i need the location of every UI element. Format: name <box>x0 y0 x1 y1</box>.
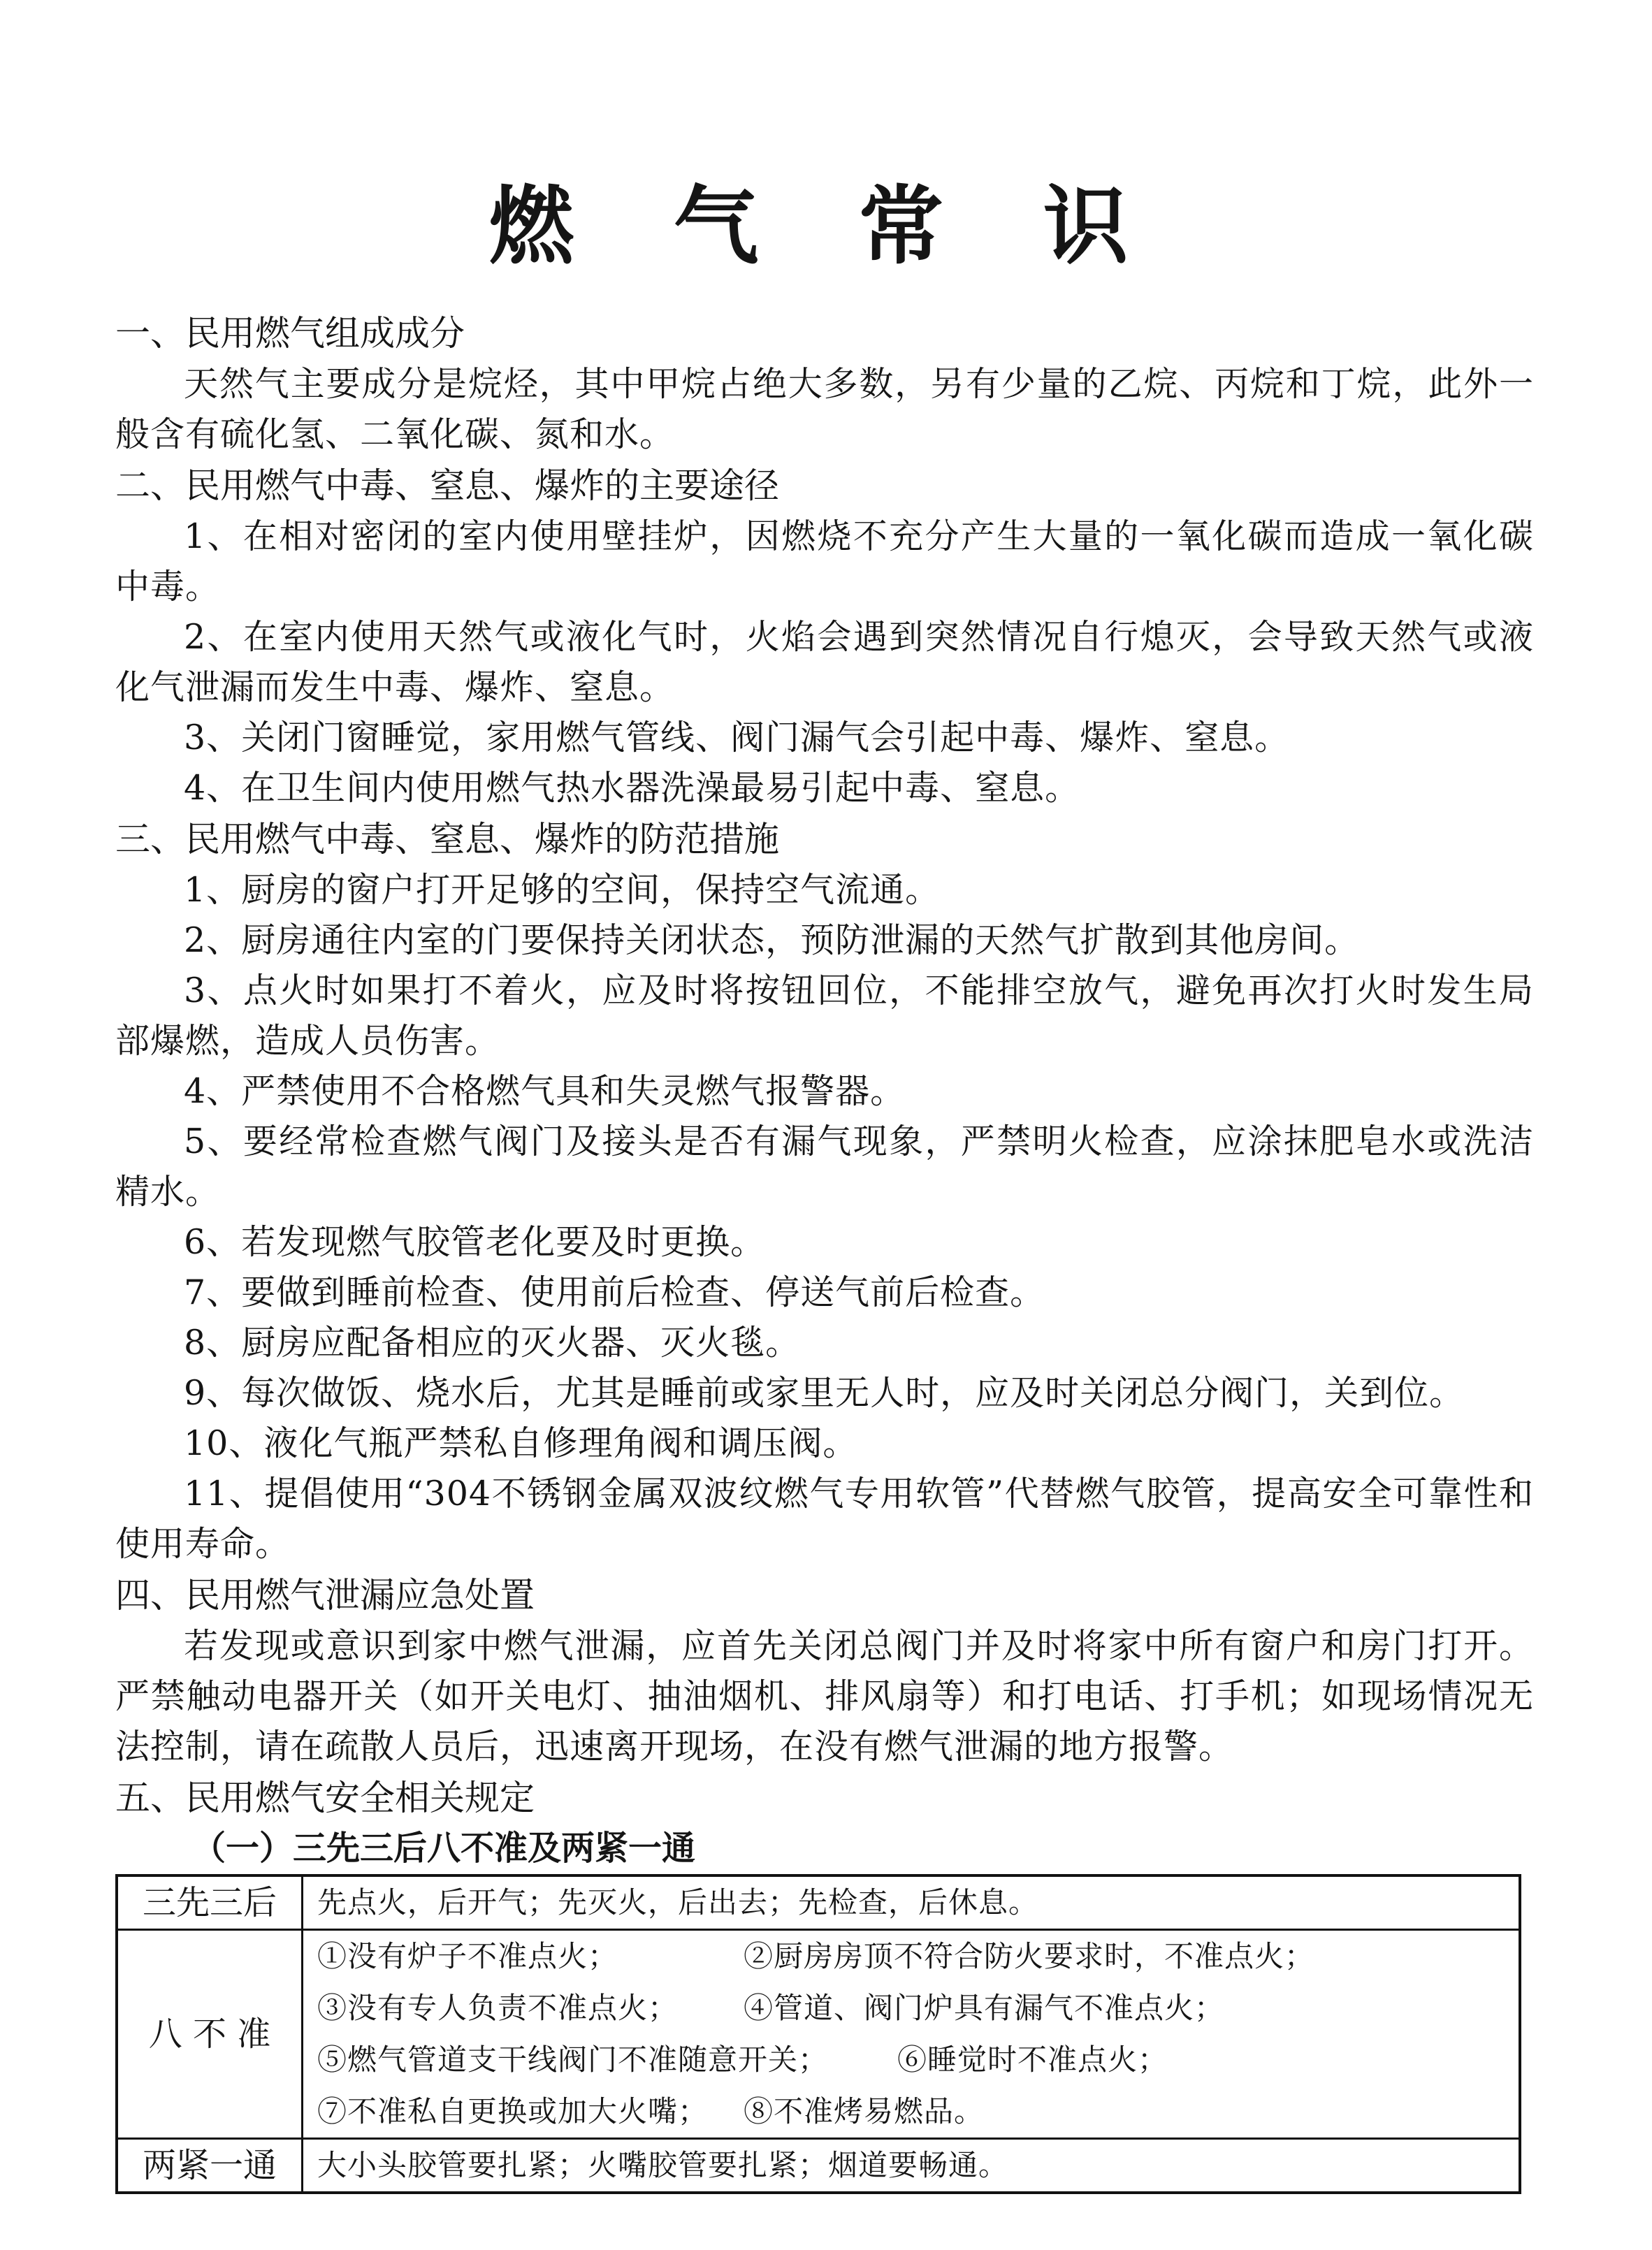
paragraph: 8、厨房应配备相应的灭火器、灭火毯。 <box>184 1323 801 1363</box>
rule-line <box>317 2086 1505 2138</box>
section-3 <box>115 813 1534 1569</box>
rule-line <box>317 1931 1505 1982</box>
section-heading: 四、民用燃气泄漏应急处置 <box>115 1575 535 1616</box>
paragraph: 6、若发现燃气胶管老化要及时更换。 <box>184 1222 766 1262</box>
rule-line <box>317 1982 1505 2034</box>
rule-line <box>317 2034 1505 2086</box>
paragraph: 3、点火时如果打不着火，应及时将按钮回位，不能排空放气，避免再次打火时发生局部爆燃，造成人员伤害。 <box>115 971 1534 1061</box>
row-label: 两紧一通 <box>117 2139 303 2193</box>
section-heading: 三、民用燃气中毒、窒息、爆炸的防范措施 <box>115 819 779 859</box>
paragraph: 4、在卫生间内使用燃气热水器洗澡最易引起中毒、窒息。 <box>184 768 1080 808</box>
paragraph: 5、要经常检查燃气阀门及接头是否有漏气现象，严禁明火检查，应涂抹肥皂水或洗洁精水。 <box>115 1122 1534 1212</box>
section-4 <box>115 1569 1534 1772</box>
page-title: 燃 气 常 识 <box>488 175 1164 276</box>
paragraph: 若发现或意识到家中燃气泄漏，应首先关闭总阀门并及时将家中所有窗户和房门打开。严禁触动电器开关（如开关电灯、抽油烟机、排风扇等）和打电话、打手机；如现场情况无法控制，请在疏散人员后，迅速离开现场，在没有燃气泄漏的地方报警。 <box>115 1626 1534 1766</box>
paragraph: 2、在室内使用天然气或液化气时，火焰会遇到突然情况自行熄灭，会导致天然气或液化气泄漏而发生中毒、爆炸、窒息。 <box>115 617 1534 707</box>
paragraph: 11、提倡使用“304不锈钢金属双波纹燃气专用软管”代替燃气胶管，提高安全可靠性和使用寿命。 <box>115 1474 1534 1564</box>
rules-table <box>115 1874 1521 2194</box>
rule-item: ⑧不准烤易燃品。 <box>744 2094 985 2128</box>
paragraph: 2、厨房通往内室的门要保持关闭状态，预防泄漏的天然气扩散到其他房间。 <box>184 920 1360 960</box>
row-content: 先点火，后开气；先灭火，后出去；先检查，后休息。 <box>303 1875 1521 1930</box>
section-heading: 二、民用燃气中毒、窒息、爆炸的主要途径 <box>115 465 779 506</box>
section-2 <box>115 460 1534 813</box>
section-heading: 五、民用燃气安全相关规定 <box>115 1778 535 1818</box>
paragraph: 天然气主要成分是烷烃，其中甲烷占绝大多数，另有少量的乙烷、丙烷和丁烷，此外一般含有硫化氢、二氧化碳、氮和水。 <box>115 364 1534 454</box>
row-content <box>303 1930 1521 2139</box>
table-row <box>117 1930 1520 2139</box>
rule-item: ⑦不准私自更换或加大火嘴； <box>317 2094 709 2128</box>
paragraph: 4、严禁使用不合格燃气具和失灵燃气报警器。 <box>184 1071 906 1111</box>
table-row <box>117 2139 1520 2193</box>
rule-item: ⑤燃气管道支干线阀门不准随意开关； <box>317 2042 829 2077</box>
section-heading: 一、民用燃气组成成分 <box>115 313 465 354</box>
paragraph: 7、要做到睡前检查、使用前后检查、停送气前后检查。 <box>184 1272 1045 1312</box>
paragraph: 1、厨房的窗户打开足够的空间，保持空气流通。 <box>184 870 941 910</box>
rule-item: ④管道、阀门炉具有漏气不准点火； <box>744 1991 1225 2025</box>
rule-item: ①没有炉子不准点火； <box>317 1939 618 1973</box>
row-content: 大小头胶管要扎紧；火嘴胶管要扎紧；烟道要畅通。 <box>303 2139 1521 2193</box>
paragraph: 1、在相对密闭的室内使用壁挂炉，因燃烧不充分产生大量的一氧化碳而造成一氧化碳中毒。 <box>115 516 1534 607</box>
paragraph: 9、每次做饭、烧水后，尤其是睡前或家里无人时，应及时关闭总分阀门，关到位。 <box>184 1373 1465 1413</box>
row-label: 八 不 准 <box>117 1930 303 2139</box>
rule-item: ②厨房房顶不符合防火要求时，不准点火； <box>744 1939 1315 1973</box>
row-label: 三先三后 <box>117 1875 303 1930</box>
document-body <box>115 307 1534 2194</box>
paragraph: 10、液化气瓶严禁私自修理角阀和调压阀。 <box>184 1423 858 1463</box>
table-row <box>117 1875 1520 1930</box>
paragraph: 3、关闭门窗睡觉，家用燃气管线、阀门漏气会引起中毒、爆炸、窒息。 <box>184 718 1290 757</box>
rule-item: ③没有专人负责不准点火； <box>317 1991 679 2025</box>
subsection-heading: （一）三先三后八不准及两紧一通 <box>192 1829 696 1868</box>
section-1 <box>115 307 1534 460</box>
section-5 <box>115 1772 1534 2194</box>
rule-item: ⑥睡觉时不准点火； <box>897 2042 1168 2077</box>
